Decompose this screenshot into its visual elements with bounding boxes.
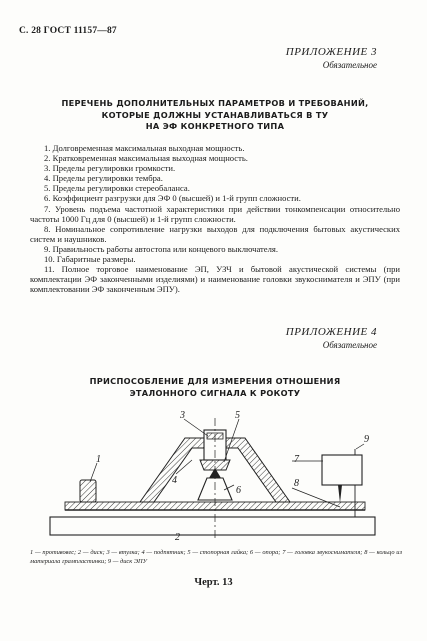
fig-label: 7 [294, 454, 299, 465]
appendix-4-title: ПРИЛОЖЕНИЕ 4 [285, 326, 377, 338]
fig-label: 4 [172, 475, 177, 486]
heading-line: НА ЭФ КОНКРЕТНОГО ТИПА [145, 121, 285, 131]
heading-line: ПЕРЕЧЕНЬ ДОПОЛНИТЕЛЬНЫХ ПАРАМЕТРОВ И ТРЕБОВАНИЙ, [61, 98, 369, 108]
counterweight [80, 480, 96, 502]
appendix-3-label [286, 46, 377, 70]
list-item: 5. Пределы регулировки стереобаланса. [44, 183, 190, 194]
figure-number: Черт. 13 [194, 577, 233, 588]
list-item: 6. Коэффициент разгрузки для ЭФ 0 (высшей) и 1-й групп сложности. [44, 193, 301, 204]
heading-line: ПРИСПОСОБЛЕНИЕ ДЛЯ ИЗМЕРЕНИЯ ОТНОШЕНИЯ [89, 376, 341, 386]
list-item: 1. Долговременная максимальная выходная мощность. [44, 143, 245, 153]
list-item: 9. Правильность работы автостопа или концевого выключателя. [44, 243, 278, 254]
list-item: 2. Кратковременная максимальная выходная мощность. [44, 153, 248, 164]
fig-label: 3 [180, 410, 185, 421]
fig-label: 6 [236, 485, 241, 496]
requirements-list [30, 143, 400, 294]
list-item: 3. Пределы регулировки громкости. [44, 163, 176, 174]
page-header: С. 28 ГОСТ 11157—87 [19, 26, 117, 36]
appendix-4-status: Обязательное [322, 340, 377, 350]
fig-label: 1 [96, 454, 101, 465]
fig-label: 5 [235, 410, 240, 421]
figure-caption: 1 — противовес; 2 — диск; 3 — втулка; 4 — подпятник; 5 — стопорная гайка; 6 — опора; 7 — головка звукоснимателя; 8 — кольцо из материала грампластинки; 9 — диск ЭПУ [30, 549, 402, 565]
heading-line: КОТОРЫЕ ДОЛЖНЫ УСТАНАВЛИВАТЬСЯ В ТУ [101, 109, 329, 120]
pickup-head [322, 455, 362, 485]
stylus [338, 485, 342, 503]
fig-label: 8 [294, 478, 299, 489]
appendix-4-heading [30, 376, 400, 399]
list-item: 8. Номинальное сопротивление нагрузки выходов для подключения бытовых акустических систем и наушников. [30, 223, 400, 244]
appendix-3-status: Обязательное [322, 60, 377, 70]
appendix-3-heading [30, 98, 400, 133]
list-item: 10. Габаритные размеры. [44, 254, 136, 265]
heading-line: ЭТАЛОННОГО СИГНАЛА К РОКОТУ [129, 387, 301, 398]
list-item: 7. Уровень подъема частотной характеристики при действии тонкомпенсации относительно частоты 1000 Гц для 0 (высшей) и 1-й групп сложности. [30, 203, 400, 224]
list-item: 11. Полное торговое наименование ЭП, УЗЧ и бытовой акустической системы (при комплектации ЭФ законченными изделиями) и наименование головки звукоснимателя и ЭПУ (при комплектовании ЭФ законченным ЭПУ). [30, 264, 400, 295]
appendix-4-label [286, 326, 377, 350]
fig-label: 2 [175, 532, 180, 543]
fig-label: 9 [364, 434, 369, 445]
list-item: 4. Пределы регулировки тембра. [44, 173, 163, 184]
disk-base [50, 517, 375, 535]
appendix-3-title: ПРИЛОЖЕНИЕ 3 [285, 46, 377, 58]
fixture-drawing [0, 400, 427, 545]
